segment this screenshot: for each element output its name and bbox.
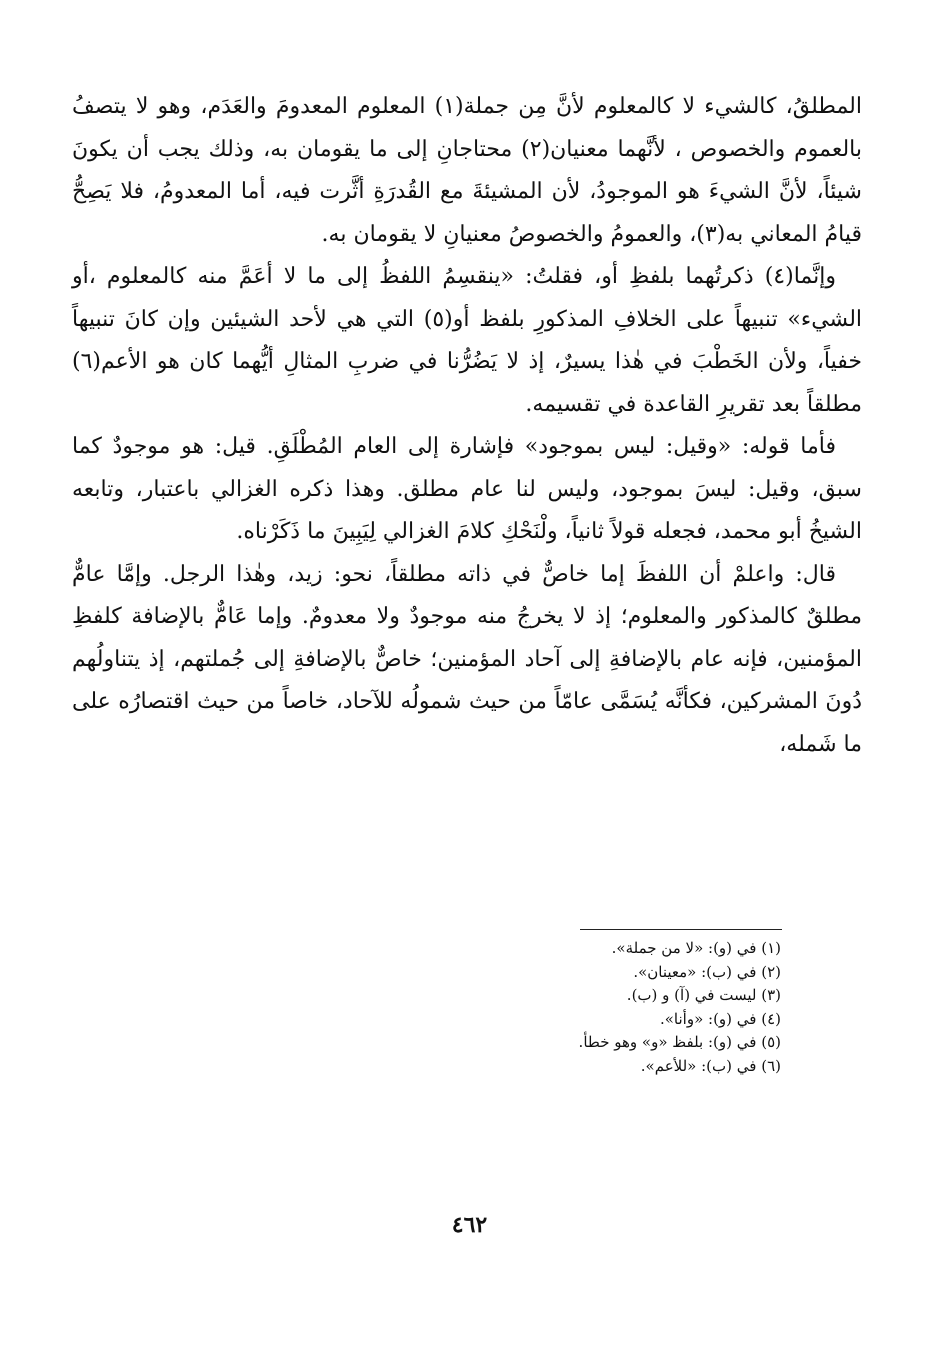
paragraph-3: فأما قوله: «وقيل: ليس بموجود» فإشارة إلى العام المُطْلَقِ. قيل: هو موجودٌ كما سبق، وقيل: ليسَ بموجود، وليس لنا عام مطلق. وهذا ذكره الغزالي باعتبار، وتابعه الشيخُ أبو محمد، فجعله قولاً ثانياً، ولْنَحْكِ كلامَ الغزالي لِيَبِينَ ما ذَكَرْناه. (72, 434, 862, 544)
footnote-3: (٣) ليست في (آ) و (ب). (626, 986, 781, 1004)
footnote-4: (٤) في (و): «وأنا». (659, 1009, 781, 1028)
footnote-2: (٢) في (ب): «معينان». (633, 962, 781, 981)
page-number: ٤٦٢ (451, 1212, 488, 1238)
paragraph-4: قال: واعلمْ أن اللفظَ إما خاصٌّ في ذاته مطلقاً، نحو: زيد، وهٰذا الرجل. وإمَّا عامٌّ مطلقٌ كالمذكور والمعلوم؛ إذ لا يخرجُ منه موجودٌ ولا معدومٌ. وإما عَامٌّ بالإضافة كلفظِ المؤمنين، فإنه عام بالإضافةِ إلى آحاد المؤمنين؛ خاصٌّ بالإضافةِ إلى جُملتهم، إذ يتناولُهم دُونَ المشركين، فكأنَّه يُسَمَّى عامّاً من حيث شمولُه للآحاد، خاصاً من حيث اقتصارُه على ما شَمله، (72, 561, 862, 757)
footnote-6: (٦) في (ب): «للأعم». (640, 1056, 781, 1075)
footnote-divider (580, 929, 782, 930)
main-text (72, 86, 862, 766)
footnote-5: (٥) في (و): بلفظ «و» وهو خطأ. (578, 1033, 781, 1051)
footnotes (281, 937, 781, 1078)
paragraph-1: المطلقُ، كالشيء لا كالمعلوم لأنَّ مِن جملة(١) المعلوم المعدومَ والعَدَم، وهو لا يتصفُ بالعموم والخصوص ، لأنَّهما معنيان(٢) محتاجانِ إلى ما يقومان به، وذلك يجب أن يكونَ شيئاً، لأنَّ الشيءَ هو الموجودُ، لأن المشيئةَ مع القُدرَةِ أثَّرت فيه، أما المعدومُ، فلا يَصِحُّ قيامُ المعاني به(٣)، والعمومُ والخصوصُ معنيانِ لا يقومان به. (72, 94, 863, 247)
footnote-1: (١) في (و): «لا من جملة». (611, 939, 781, 957)
paragraph-2: وإنَّما(٤) ذكرتُهما بلفظِ أو، فقلتُ: «ينقسِمُ اللفظُ إلى ما لا أعَمَّ منه كالمعلوم ،أو الشيء» تنبيهاً على الخلافِ المذكورِ بلفظ أو(٥) التي هي لأحد الشيئين وإن كانَ تنبيهاً خفياً، ولأن الخَطْبَ في هٰذا يسيرٌ، إذ لا يَضُرُّنا في ضربِ المثالِ أيُّهما كان هو الأعم(٦) مطلقاً بعد تقريرِ القاعدة في تقسيمه. (72, 264, 863, 417)
